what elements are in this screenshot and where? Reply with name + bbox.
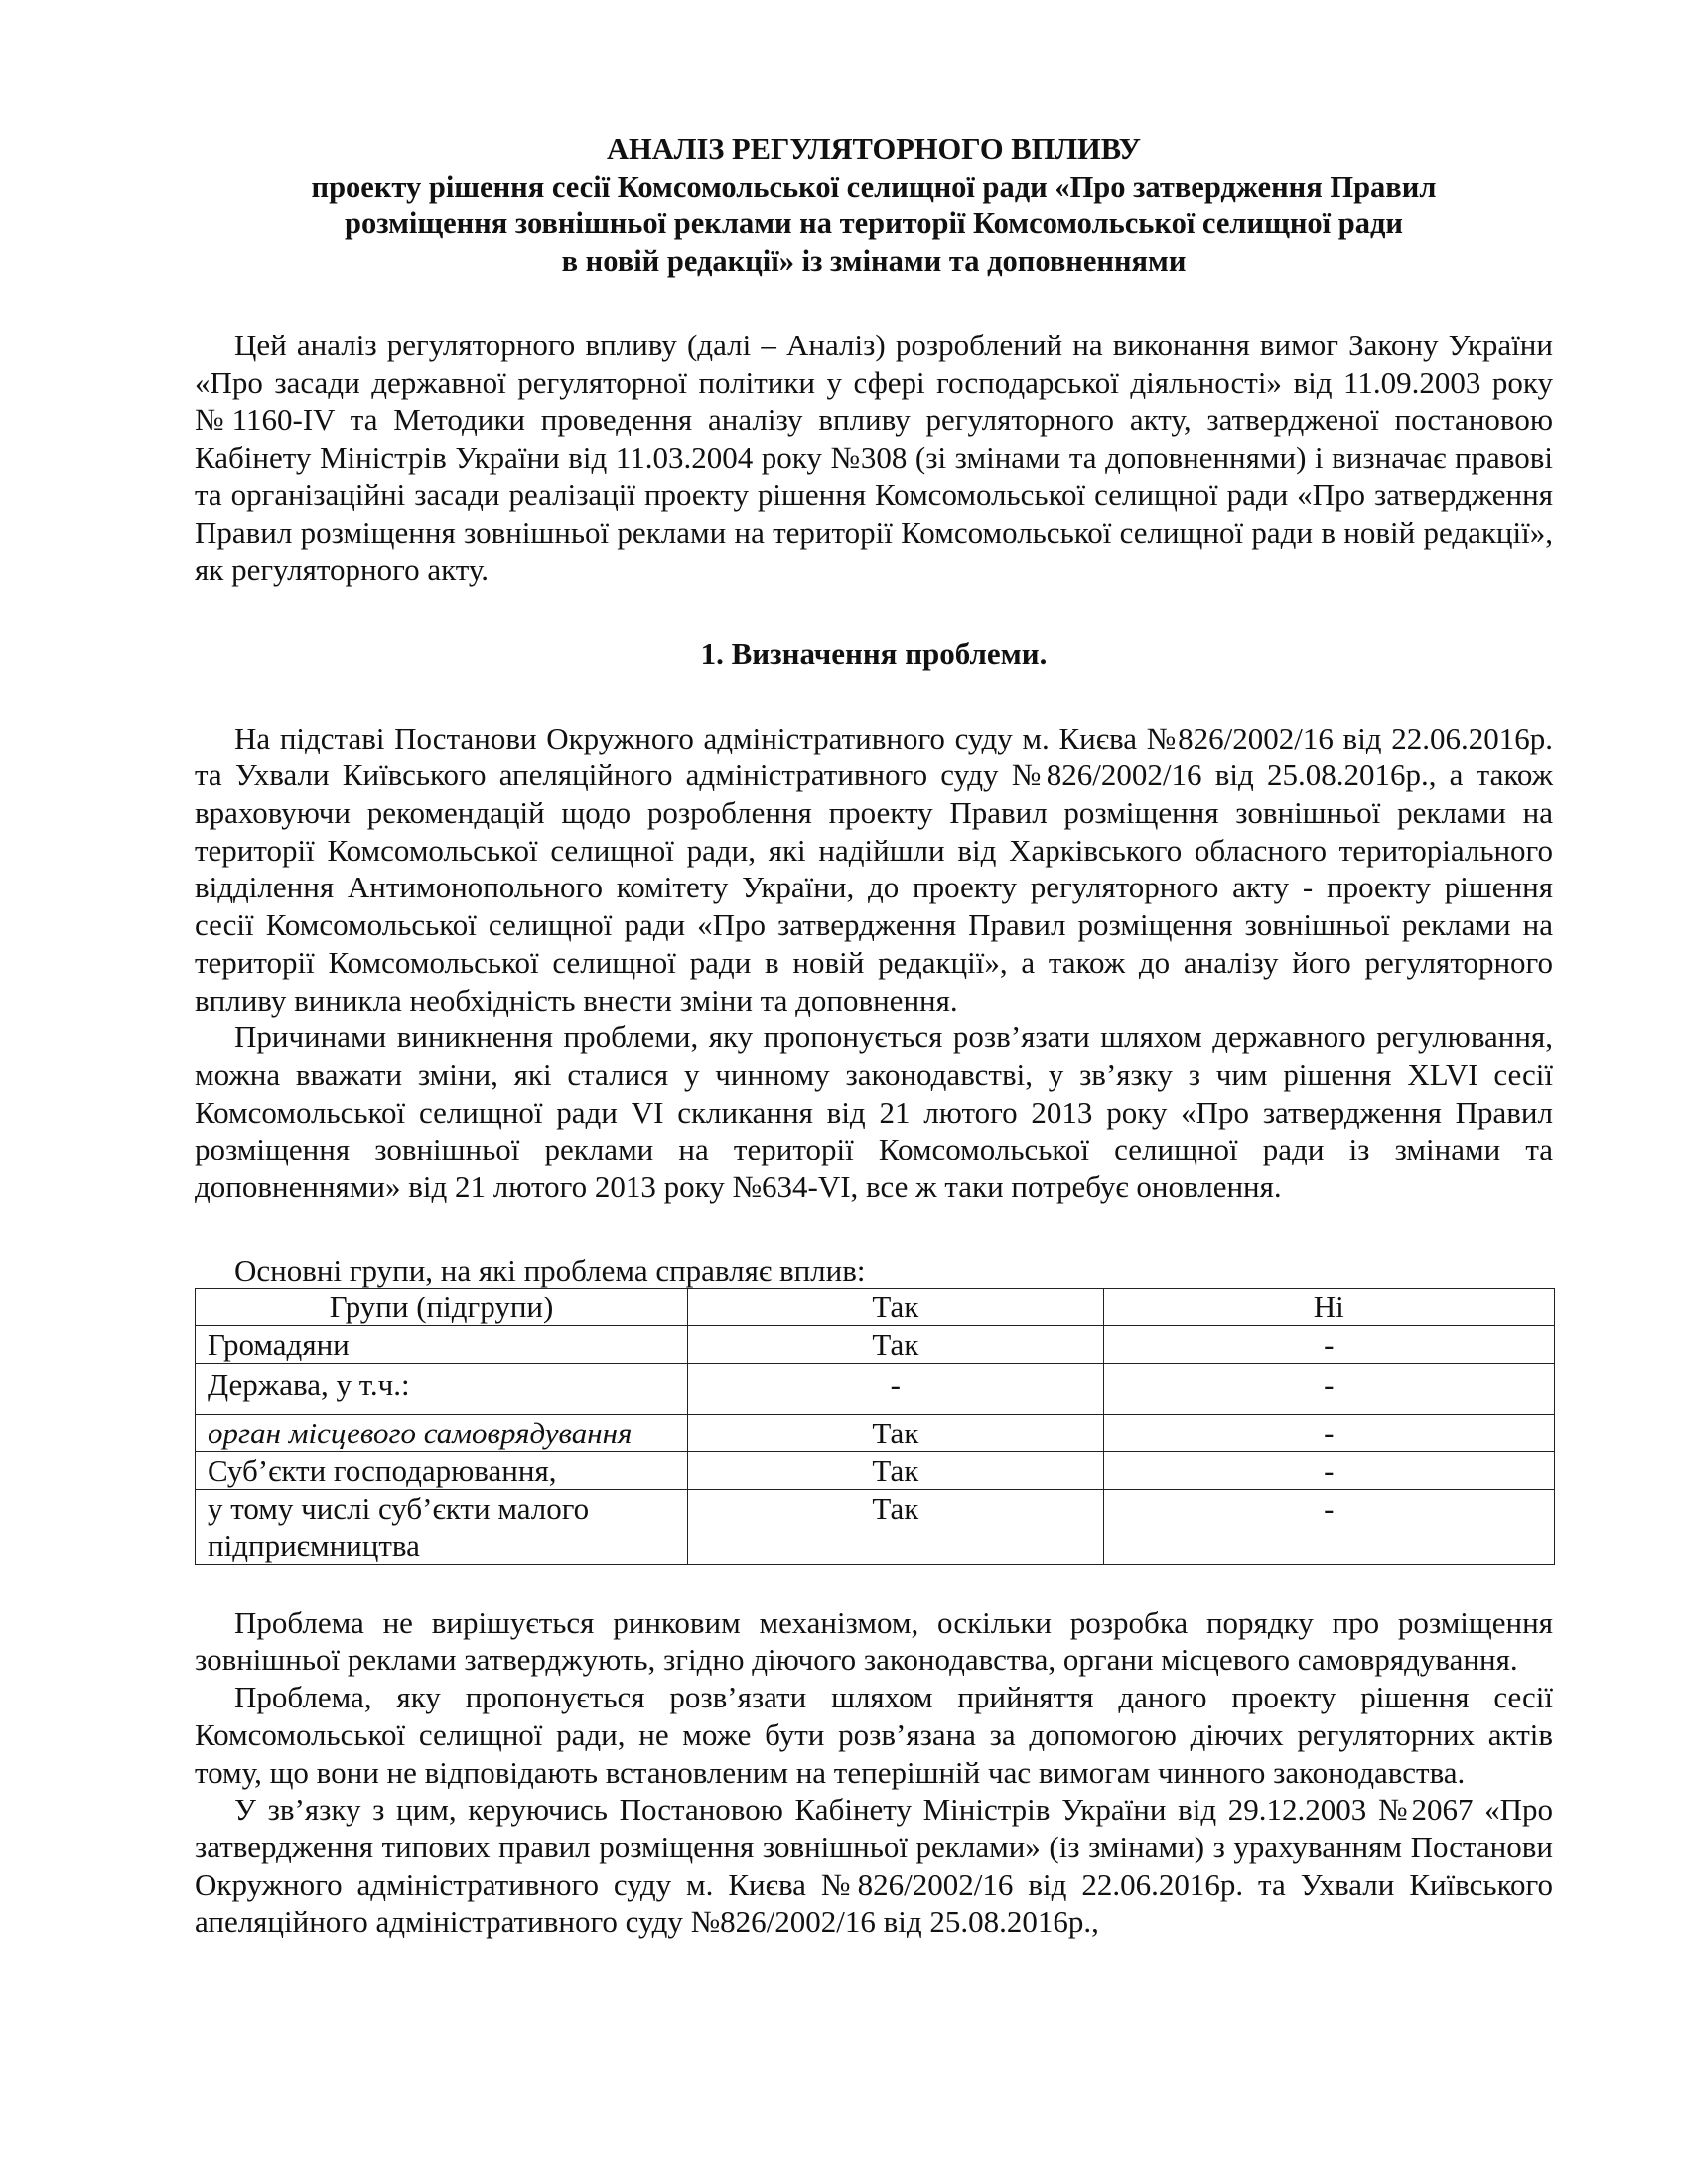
- table-cell-yes: Так: [688, 1325, 1103, 1363]
- table-row: [196, 1489, 1555, 1564]
- table-cell-group: у тому числі суб’єкти малого підприємництва: [196, 1489, 688, 1564]
- table-row: [196, 1414, 1555, 1451]
- table-cell-group: Суб’єкти господарювання,: [196, 1451, 688, 1489]
- table-header-cell: Групи (підгрупи): [196, 1288, 688, 1325]
- table-cell-no: -: [1103, 1489, 1554, 1564]
- document-page: [195, 131, 1553, 1941]
- table-header-cell: Ні: [1103, 1288, 1554, 1325]
- problem-paragraph-5: У зв’язку з цим, керуючись Постановою Кабінету Міністрів України від 29.12.2003 №2067 «Про затвердження типових правил розміщення зовнішньої реклами» (із змінами) з урахуванням Постанови Окружного адміністративного суду м. Києва №826/2002/16 від 22.06.2016р. та Ухвали Київського апеляційного адміністративного суду №826/2002/16 від 25.08.2016р.,: [195, 1792, 1553, 1940]
- table-cell-no: -: [1103, 1451, 1554, 1489]
- title-line-2: проекту рішення сесії Комсомольської селищної ради «Про затвердження Правил: [311, 169, 1437, 204]
- document-title: [195, 131, 1553, 280]
- table-cell-yes: Так: [688, 1451, 1103, 1489]
- table-header-row: [196, 1288, 1555, 1325]
- table-caption: Основні групи, на які проблема справляє вплив:: [234, 1252, 866, 1288]
- table-cell-group: орган місцевого самоврядування: [196, 1414, 688, 1451]
- table-cell-no: -: [1103, 1363, 1554, 1414]
- affected-groups-table: [195, 1288, 1555, 1565]
- problem-paragraph-3: Проблема не вирішується ринковим механізмом, оскільки розробка порядку про розміщення зовнішньої реклами затверджують, згідно діючого законодавства, органи місцевого самоврядування.: [195, 1604, 1553, 1678]
- table-row: [196, 1325, 1555, 1363]
- table-cell-group: Держава, у т.ч.:: [196, 1363, 688, 1414]
- table-header-cell: Так: [688, 1288, 1103, 1325]
- table-cell-yes: Так: [688, 1489, 1103, 1564]
- title-line-4: в новій редакції» із змінами та доповненнями: [561, 243, 1187, 278]
- table-cell-no: -: [1103, 1325, 1554, 1363]
- table-cell-yes: Так: [688, 1414, 1103, 1451]
- table-cell-yes: -: [688, 1363, 1103, 1414]
- problem-paragraph-2: Причинами виникнення проблеми, яку пропонується розв’язати шляхом державного регулювання, можна вважати зміни, які сталися у чинному законодавстві, у зв’язку з чим рішення XLVI сесії Комсомольської селищної ради VI скликання від 21 лютого 2013 року «Про затвердження Правил розміщення зовнішньої реклами на території Комсомольської селищної ради із змінами та доповненнями» від 21 лютого 2013 року №634-VI, все ж таки потребує оновлення.: [195, 1020, 1553, 1205]
- table-row: [196, 1363, 1555, 1414]
- table-cell-group: Громадяни: [196, 1325, 688, 1363]
- problem-paragraph-1: На підставі Постанови Окружного адміністративного суду м. Києва №826/2002/16 від 22.06.2016р. та Ухвали Київського апеляційного адміністративного суду №826/2002/16 від 25.08.2016р., а також враховуючи рекомендацій щодо розроблення проекту Правил розміщення зовнішньої реклами на території Комсомольської селищної ради, які надійшли від Харківського обласного територіального відділення Антимонопольного комітету України, до проекту регуляторного акту - проекту рішення сесії Комсомольської селищної ради «Про затвердження Правил розміщення зовнішньої реклами на території Комсомольської селищної ради в новій редакції», а також до аналізу його регуляторного впливу виникла необхідність внести зміни та доповнення.: [195, 720, 1553, 1018]
- section-heading: 1. Визначення проблеми.: [700, 635, 1048, 671]
- table-row: [196, 1451, 1555, 1489]
- table-cell-no: -: [1103, 1414, 1554, 1451]
- title-line-1: АНАЛІЗ РЕГУЛЯТОРНОГО ВПЛИВУ: [606, 132, 1142, 166]
- problem-paragraph-4: Проблема, яку пропонується розв’язати шляхом прийняття даного проекту рішення сесії Комсомольської селищної ради, не може бути розв’язана за допомогою діючих регуляторних актів тому, що вони не відповідають встановленим на теперішній час вимогам чинного законодавства.: [195, 1680, 1553, 1790]
- title-line-3: розміщення зовнішньої реклами на території Комсомольської селищної ради: [345, 206, 1403, 240]
- intro-paragraph: Цей аналіз регуляторного впливу (далі – Аналіз) розроблений на виконання вимог Закону України «Про засади державної регуляторної політики у сфері господарської діяльності» від 11.09.2003 року №1160-IV та Методики проведення аналізу впливу регуляторного акту, затвердженої постановою Кабінету Міністрів України від 11.03.2004 року №308 (зі змінами та доповненнями) і визначає правові та організаційні засади реалізації проекту рішення Комсомольської селищної ради «Про затвердження Правил розміщення зовнішньої реклами на території Комсомольської селищної ради в новій редакції», як регуляторного акту.: [195, 328, 1553, 588]
